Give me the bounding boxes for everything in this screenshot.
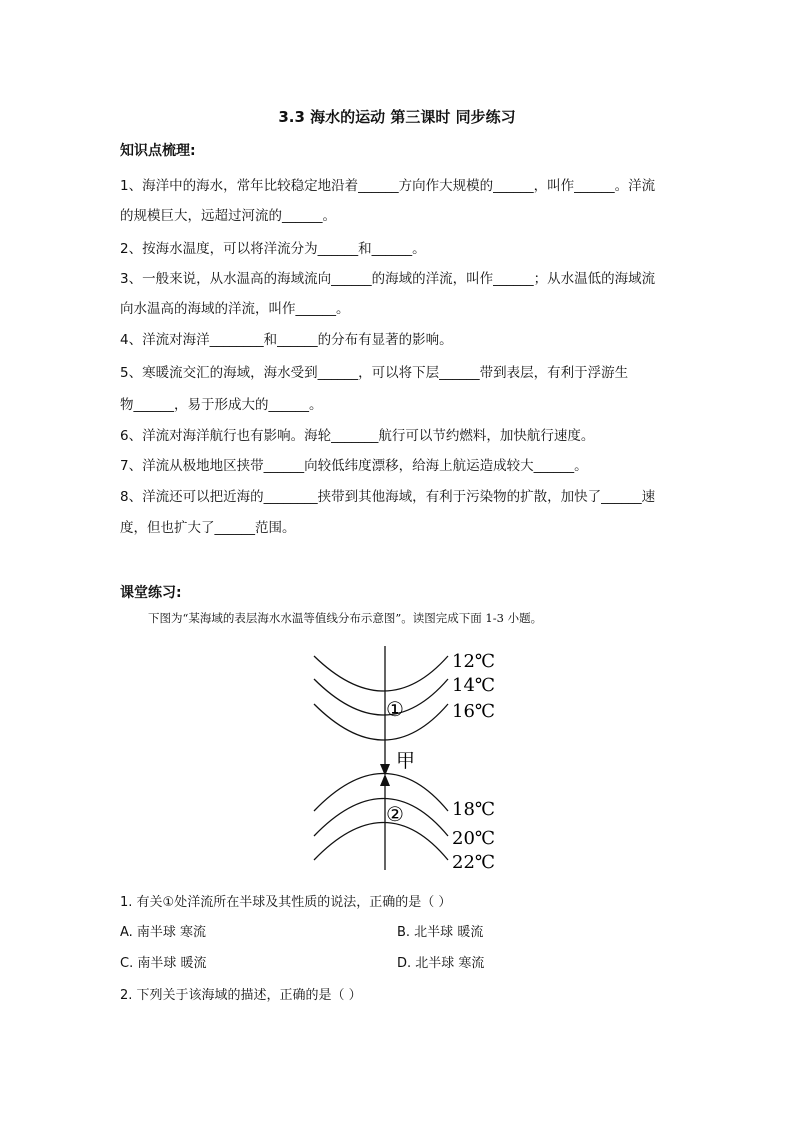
- isotherm-20: [314, 799, 448, 837]
- isotherm-22: [314, 823, 448, 861]
- section-heading-knowledge: 知识点梳理:: [120, 143, 196, 159]
- text-line: 2、按海水温度，可以将洋流分为______和______。: [120, 241, 426, 257]
- text-line: 1、海洋中的海水，常年比较稳定地沿着______方向作大规模的______，叫作______。洋流: [120, 178, 656, 194]
- option-d[interactable]: D. 北半球 寒流: [397, 956, 485, 971]
- isotherm-14: [314, 679, 448, 715]
- arrowhead-up-icon: [380, 774, 390, 786]
- marker-1: ①: [386, 697, 404, 721]
- label-jia: 甲: [396, 750, 416, 772]
- option-a[interactable]: A. 南半球 寒流: [120, 925, 207, 940]
- option-b[interactable]: B. 北半球 暖流: [397, 925, 484, 940]
- marker-2: ②: [386, 802, 404, 826]
- text-line: 4、洋流对海洋________和______的分布有显著的影响。: [120, 332, 453, 348]
- temp-label: 12℃: [452, 651, 496, 672]
- isotherm-diagram: [306, 646, 506, 871]
- text-line: 的规模巨大，远超过河流的______。: [120, 208, 336, 224]
- question-1: 1. 有关①处洋流所在半球及其性质的说法，正确的是（ ）: [120, 895, 452, 910]
- text-line: 3、一般来说，从水温高的海域流向______的海域的洋流，叫作______；从水温低的海域流: [120, 271, 656, 287]
- isotherm-12: [314, 656, 448, 691]
- text-line: 向水温高的海域的洋流，叫作______。: [120, 301, 350, 317]
- text-line: 物______，易于形成大的______。: [120, 397, 323, 413]
- text-line: 7、洋流从极地地区挟带______向较低纬度漂移，给海上航运造成较大______。: [120, 458, 588, 474]
- page-title: 3.3 海水的运动 第三课时 同步练习: [278, 108, 516, 126]
- temp-label: 20℃: [452, 828, 496, 849]
- isotherm-18: [314, 774, 448, 812]
- figure-intro: 下图为“某海域的表层海水水温等值线分布示意图”。读图完成下面 1-3 小题。: [148, 611, 543, 625]
- isotherm-16: [314, 704, 448, 740]
- option-c[interactable]: C. 南半球 暖流: [120, 956, 207, 971]
- question-2: 2. 下列关于该海域的描述，正确的是（ ）: [120, 988, 362, 1003]
- text-line: 度，但也扩大了______范围。: [120, 520, 296, 536]
- temp-label: 18℃: [452, 799, 496, 820]
- text-line: 6、洋流对海洋航行也有影响。海轮_______航行可以节约燃料，加快航行速度。: [120, 428, 595, 444]
- section-heading-classwork: 课堂练习:: [120, 585, 182, 601]
- temp-label: 16℃: [452, 701, 496, 722]
- temp-label: 14℃: [452, 675, 496, 696]
- temp-label: 22℃: [452, 852, 496, 871]
- text-line: 8、洋流还可以把近海的________挟带到其他海域，有利于污染物的扩散，加快了______速: [120, 489, 656, 505]
- text-line: 5、寒暖流交汇的海域，海水受到______，可以将下层______带到表层，有利于浮游生: [120, 365, 629, 381]
